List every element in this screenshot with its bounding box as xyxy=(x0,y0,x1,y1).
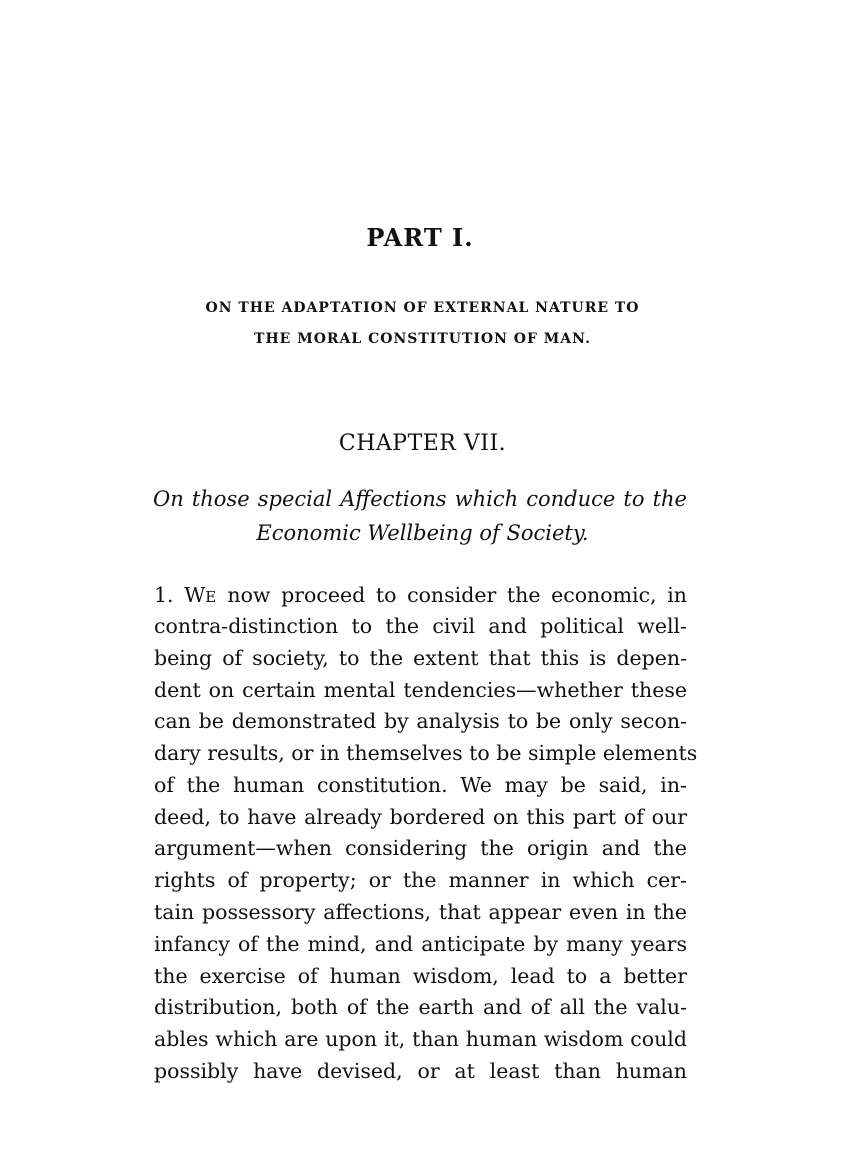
paragraph-number-and-initial: 1. W xyxy=(154,583,206,607)
body-line: dary results, or in themselves to be simple elements xyxy=(154,741,698,765)
body-line: infancy of the mind, and anticipate by many years xyxy=(154,932,687,956)
body-line: the exercise of human wisdom, lead to a better xyxy=(154,964,687,988)
body-line: ables which are upon it, than human wisdom could xyxy=(154,1027,687,1051)
chapter-subtitle-line-1: On those special Affections which conduce to the xyxy=(153,487,687,511)
body-line: rights of property; or the manner in which cer- xyxy=(154,868,687,892)
part-title: PART I. xyxy=(366,223,474,252)
body-line: tain possessory affections, that appear even in the xyxy=(154,900,687,924)
body-line: deed, to have already bordered on this part of our xyxy=(154,805,687,829)
body-line: possibly have devised, or at least than human xyxy=(154,1059,687,1083)
chapter-title: CHAPTER VII. xyxy=(338,431,507,456)
chapter-subtitle-line-2: Economic Wellbeing of Society. xyxy=(256,521,589,545)
body-line: being of society, to the extent that this is depen- xyxy=(154,646,687,670)
initial-small-cap: E xyxy=(205,588,217,606)
body-line: argument—when considering the origin and the xyxy=(154,836,687,860)
body-line: dent on certain mental tendencies—whether these xyxy=(154,678,687,702)
part-subtitle-line-1: ON THE ADAPTATION OF EXTERNAL NATURE TO xyxy=(205,300,640,316)
body-line: contra-distinction to the civil and political well- xyxy=(154,614,687,638)
first-line-text: now proceed to consider the economic, in xyxy=(216,583,687,607)
body-line: can be demonstrated by analysis to be only secon- xyxy=(154,709,687,733)
part-subtitle-line-2: THE MORAL CONSTITUTION OF MAN. xyxy=(254,331,591,347)
body-line: distribution, both of the earth and of all the valu- xyxy=(154,995,687,1019)
body-line-first xyxy=(154,580,687,610)
body-line: of the human constitution. We may be said, in- xyxy=(154,773,687,797)
